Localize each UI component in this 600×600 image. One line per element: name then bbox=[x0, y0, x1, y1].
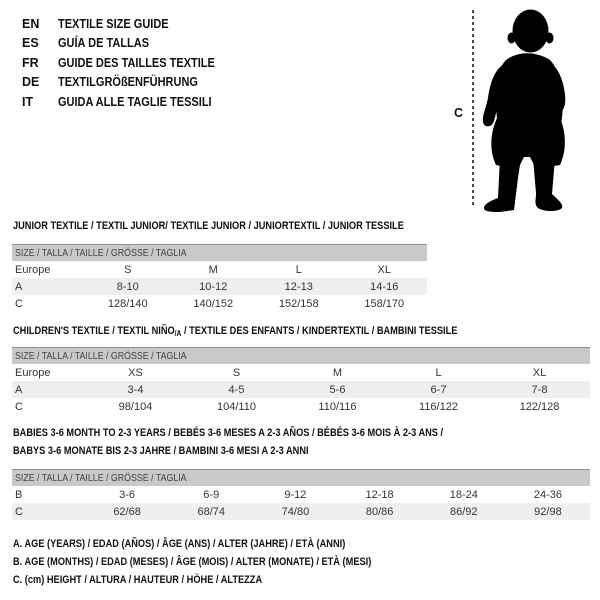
table-row bbox=[12, 503, 590, 520]
language-code: EN bbox=[22, 16, 40, 31]
table-cell: L bbox=[435, 366, 442, 379]
table-cell: 12-13 bbox=[284, 280, 313, 293]
table-cell: XL bbox=[532, 366, 547, 379]
section-title-babies: BABIES 3-6 MONTH TO 2-3 YEARS / BEBÉS 3-6 MESES A 2-3 AÑOS / BÉBÉS 3-6 MOIS À 2-3 ANS / BABYS 3-6 MONATE BIS 2-3 JAHRE / BAMBINI 3-6 MESI A 2-3 ANNI bbox=[13, 427, 444, 457]
language-row bbox=[22, 73, 236, 93]
table-cell: M bbox=[208, 263, 218, 276]
table-cell: 110/116 bbox=[318, 400, 357, 413]
table-row bbox=[12, 261, 427, 278]
language-row bbox=[22, 14, 236, 34]
language-title: TEXTILE SIZE GUIDE bbox=[58, 16, 169, 31]
table-cell: 86/92 bbox=[450, 505, 478, 518]
table-cell: 62/68 bbox=[113, 505, 141, 518]
table-row bbox=[12, 278, 427, 295]
language-row bbox=[22, 92, 236, 112]
note-age-years: A. AGE (YEARS) / EDAD (AÑOS) / ÂGE (ANS) / ALTER (JAHRE) / ETÀ (ANNI) bbox=[13, 538, 346, 550]
table-cell: 122/128 bbox=[519, 400, 560, 413]
table-cell: 12-18 bbox=[365, 488, 394, 501]
language-title: GUIDE DES TAILLES TEXTILE bbox=[58, 55, 215, 70]
note-height-cm: C. (cm) HEIGHT / ALTURA / HAUTEUR / HÖHE / ALTEZZA bbox=[13, 574, 263, 586]
note-age-months: B. AGE (MONTHS) / EDAD (MESES) / ÂGE (MOIS) / ALTER (MONATE) / ETÀ (MESI) bbox=[13, 556, 372, 568]
language-row bbox=[22, 34, 236, 54]
junior-size-table bbox=[12, 244, 427, 312]
table-cell: 92/98 bbox=[534, 505, 562, 518]
row-label: Europe bbox=[15, 366, 51, 379]
table-cell: 98/104 bbox=[118, 400, 153, 413]
language-code: ES bbox=[22, 36, 39, 51]
table-cell: 104/110 bbox=[217, 400, 256, 413]
size-header-bar: SIZE / TALLA / TAILLE / GRÖSSE / TAGLIA bbox=[12, 347, 590, 364]
table-cell: 152/158 bbox=[278, 297, 319, 310]
size-header-bar: SIZE / TALLA / TAILLE / GRÖSSE / TAGLIA bbox=[12, 469, 590, 486]
table-cell: 18-24 bbox=[449, 488, 478, 501]
height-dashed-line bbox=[472, 10, 474, 207]
table-cell: 116/122 bbox=[419, 400, 458, 413]
baby-silhouette-icon bbox=[478, 8, 578, 213]
table-row bbox=[12, 398, 590, 415]
table-cell: 80/86 bbox=[365, 505, 394, 518]
ear-left bbox=[508, 33, 516, 44]
table-cell: 6-9 bbox=[203, 488, 220, 501]
language-list bbox=[22, 14, 236, 112]
table-cell: 9-12 bbox=[284, 488, 307, 501]
table-cell: 5-6 bbox=[329, 383, 346, 396]
table-cell: 4-5 bbox=[228, 383, 245, 396]
legend-notes bbox=[13, 538, 440, 592]
table-cell: 128/140 bbox=[107, 297, 148, 310]
table-cell: 10-12 bbox=[199, 280, 228, 293]
table-cell: 158/170 bbox=[364, 297, 405, 310]
row-label: A bbox=[15, 280, 23, 293]
table-row bbox=[12, 381, 590, 398]
row-label: B bbox=[15, 488, 23, 501]
language-code: IT bbox=[22, 94, 34, 109]
language-row bbox=[22, 53, 236, 73]
table-cell: 14-16 bbox=[370, 280, 399, 293]
language-title: GUIDA ALLE TAGLIE TESSILI bbox=[58, 94, 212, 109]
table-row bbox=[12, 295, 427, 312]
language-title: TEXTILGRÖßENFÜHRUNG bbox=[58, 75, 198, 90]
language-title: GUÍA DE TALLAS bbox=[58, 36, 150, 51]
language-code: DE bbox=[22, 75, 40, 90]
section-title-junior: JUNIOR TEXTILE / TEXTIL JUNIOR/ TEXTILE JUNIOR / JUNIORTEXTIL / JUNIOR TESSILE bbox=[13, 220, 404, 232]
table-row bbox=[12, 364, 590, 381]
table-cell: 8-10 bbox=[116, 280, 139, 293]
table-row bbox=[12, 486, 590, 503]
table-cell: M bbox=[332, 366, 343, 379]
table-cell: 3-4 bbox=[127, 383, 144, 396]
table-cell: 24-36 bbox=[533, 488, 563, 501]
table-cell: S bbox=[124, 263, 132, 276]
table-cell: L bbox=[295, 263, 302, 276]
height-label-c: C bbox=[454, 106, 464, 120]
ear-right bbox=[546, 33, 554, 44]
table-cell: 7-8 bbox=[531, 383, 548, 396]
table-cell: 140/152 bbox=[193, 297, 234, 310]
children-size-table bbox=[12, 347, 590, 415]
row-label: A bbox=[15, 383, 23, 396]
row-label: C bbox=[15, 505, 23, 518]
row-label: C bbox=[15, 400, 23, 413]
table-cell: 74/80 bbox=[281, 505, 310, 518]
table-cell: XS bbox=[128, 366, 143, 379]
language-code: FR bbox=[22, 55, 39, 70]
table-cell: XL bbox=[377, 263, 391, 276]
row-label: Europe bbox=[15, 263, 51, 276]
table-cell: 3-6 bbox=[119, 488, 136, 501]
table-cell: 68/74 bbox=[197, 505, 226, 518]
row-label: C bbox=[15, 297, 23, 310]
section-title-children: CHILDREN'S TEXTILE / TEXTIL NIÑO/A / TEXTILE DES ENFANTS / KINDERTEXTIL / BAMBINI TESSILE bbox=[13, 325, 458, 338]
size-header-bar: SIZE / TALLA / TAILLE / GRÖSSE / TAGLIA bbox=[12, 244, 427, 261]
table-cell: S bbox=[232, 366, 241, 379]
babies-size-table bbox=[12, 469, 590, 520]
table-cell: 6-7 bbox=[430, 383, 447, 396]
